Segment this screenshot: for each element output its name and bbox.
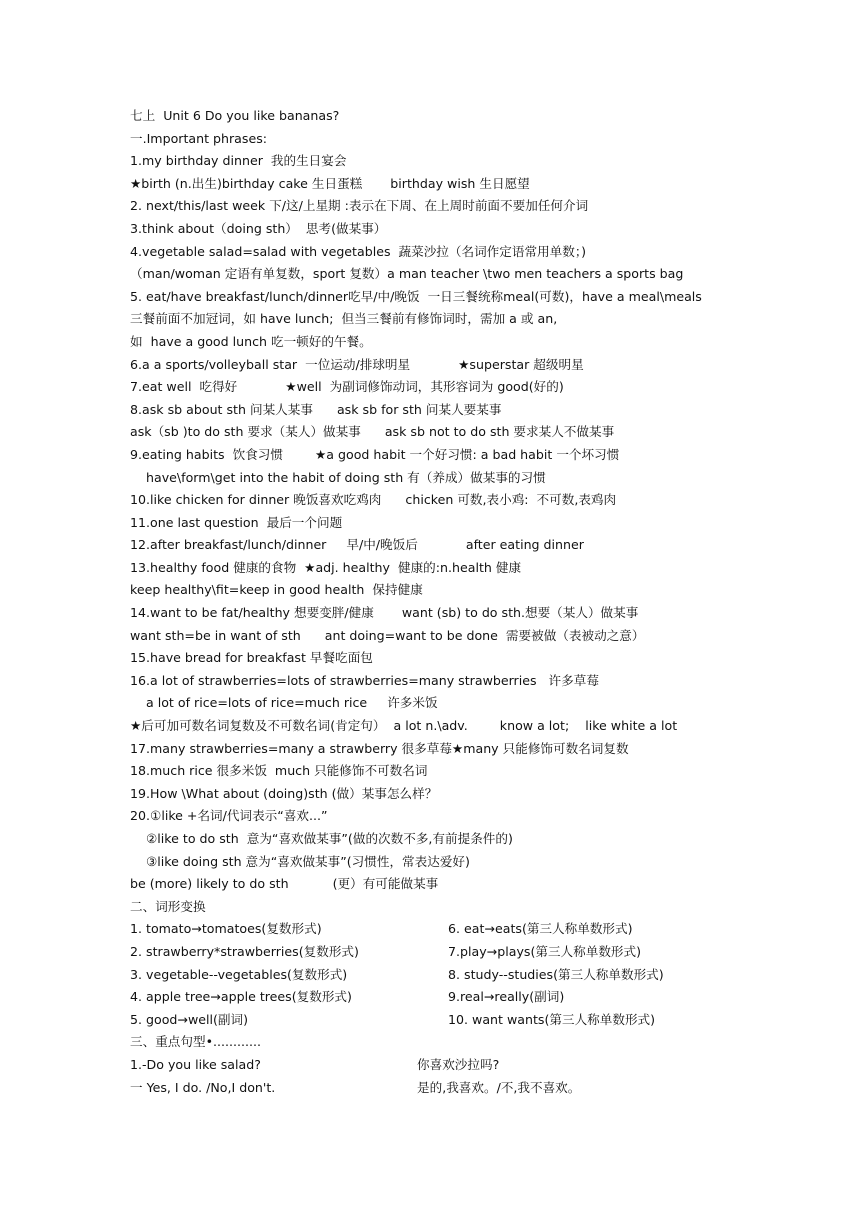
phrase-line: 3.think about（doing sth） 思考(做某事）	[130, 220, 387, 236]
document-title: 七上 Unit 6 Do you like bananas?	[130, 108, 340, 123]
word-form-row	[130, 941, 750, 964]
phrase-line: 16.a lot of strawberries=lots of strawberries=many strawberries 许多草莓	[130, 672, 599, 688]
word-form-right: 10. want wants(第三人称单数形式)	[448, 1011, 656, 1027]
word-form-left: 4. apple tree→apple trees(复数形式)	[130, 989, 352, 1005]
phrase-line: 20.①like +名词/代词表示“喜欢...”	[130, 808, 328, 824]
section-heading-phrases: 一.Important phrases:	[130, 130, 268, 146]
phrase-line: 1.my birthday dinner 我的生日宴会	[130, 153, 347, 169]
phrase-line: ★后可加可数名词复数及不可数名词(肯定句） a lot n.\adv. know a lot; like white a lot	[130, 718, 678, 734]
phrase-line: 5. eat/have breakfast/lunch/dinner吃早/中/晚饭 一日三餐统称meal(可数)，have a meal\meals	[130, 288, 702, 304]
phrase-line: be (more) likely to do sth (更）有可能做某事	[130, 876, 439, 892]
sentence-row	[130, 1054, 750, 1077]
phrase-line: 4.vegetable salad=salad with vegetables 蔬菜沙拉（名词作定语常用单数；)	[130, 243, 587, 259]
phrase-line: 三餐前面不加冠词，如 have lunch; 但当三餐前有修饰词时，需加 a 或 an,	[130, 311, 558, 327]
phrase-line: 19.How \What about (doing)sth (做）某事怎么样？	[130, 785, 438, 801]
phrase-line: ask（sb )to do sth 要求（某人）做某事 ask sb not to do sth 要求某人不做某事	[130, 424, 615, 440]
sentence-chinese: 是的,我喜欢。/不,我不喜欢。	[417, 1079, 581, 1095]
word-form-right: 6. eat→eats(第三人称单数形式)	[448, 921, 633, 937]
phrase-line: 17.many strawberries=many a strawberry 很多草莓★many 只能修饰可数名词复数	[130, 740, 629, 756]
phrase-line: keep healthy\fit=keep in good health 保持健康	[130, 582, 423, 598]
word-form-right: 7.play→plays(第三人称单数形式)	[448, 943, 642, 959]
word-form-left: 1. tomato→tomatoes(复数形式)	[130, 921, 322, 937]
section-heading-key-sentences: 三、重点句型•............	[130, 1034, 262, 1050]
phrase-line: 9.eating habits 饮食习惯 ★a good habit 一个好习惯: a bad habit 一个坏习惯	[130, 446, 620, 462]
word-form-right: 9.real→really(副词)	[448, 989, 565, 1005]
phrase-line: ②like to do sth 意为“喜欢做某事”(做的次数不多,有前提条件的)	[130, 831, 513, 846]
phrase-line: 2. next/this/last week 下/这/上星期 :表示在下周、在上周时前面不要加任何介词	[130, 198, 589, 214]
phrase-line: ★birth (n.出生)birthday cake 生日蛋糕 birthday wish 生日愿望	[130, 175, 530, 191]
phrase-line: 13.healthy food 健康的食物 ★adj. healthy 健康的:n.health 健康	[130, 559, 522, 575]
sentence-english: 1.-Do you like salad?	[130, 1056, 261, 1072]
phrase-line: 11.one last question 最后一个问题	[130, 514, 343, 530]
word-form-left: 5. good→well(副词)	[130, 1011, 249, 1027]
sentence-row	[130, 1077, 750, 1100]
phrase-line: 15.have bread for breakfast 早餐吃面包	[130, 650, 373, 666]
sentence-chinese: 你喜欢沙拉吗?	[417, 1056, 500, 1072]
phrase-line: 8.ask sb about sth 问某人某事 ask sb for sth 问某人要某事	[130, 401, 502, 417]
word-form-row	[130, 964, 750, 987]
phrase-line: 如 have a good lunch 吃一顿好的午餐。	[130, 333, 372, 349]
document-body	[130, 105, 750, 1099]
section-heading-word-forms: 二、词形变换	[130, 898, 206, 914]
sentence-english: 一 Yes, I do. /No,I don't.	[130, 1079, 276, 1095]
phrase-line: 7.eat well 吃得好 ★well 为副词修饰动词，其形容词为 good(好的)	[130, 379, 564, 395]
phrase-line: 18.much rice 很多米饭 much 只能修饰不可数名词	[130, 763, 428, 779]
phrase-line: have\form\get into the habit of doing sth 有（养成）做某事的习惯	[130, 469, 546, 485]
phrase-line: a lot of rice=lots of rice=much rice 许多米饭	[130, 695, 438, 711]
word-form-left: 3. vegetable--vegetables(复数形式)	[130, 966, 348, 982]
word-form-right: 8. study--studies(第三人称单数形式)	[448, 966, 664, 982]
word-form-row	[130, 1009, 750, 1032]
phrase-line: ③like doing sth 意为“喜欢做某事”(习惯性，常表达爱好)	[130, 853, 470, 869]
phrase-line: 6.a a sports/volleyball star 一位运动/排球明星 ★superstar 超级明星	[130, 356, 584, 372]
phrase-line: 12.after breakfast/lunch/dinner 早/中/晚饭后 after eating dinner	[130, 537, 584, 553]
word-form-left: 2. strawberry*strawberries(复数形式)	[130, 943, 359, 959]
phrase-line: （man/woman 定语有单复数，sport 复数）a man teacher \two men teachers a sports bag	[130, 266, 684, 282]
phrase-line: want sth=be in want of sth ant doing=want to be done 需要被做（表被动之意）	[130, 627, 645, 643]
word-form-row	[130, 918, 750, 941]
word-form-row	[130, 986, 750, 1009]
phrase-line: 10.like chicken for dinner 晚饭喜欢吃鸡肉 chicken 可数,表小鸡: 不可数,表鸡肉	[130, 492, 617, 508]
phrase-line: 14.want to be fat/healthy 想要变胖/健康 want (sb) to do sth.想要（某人）做某事	[130, 605, 639, 621]
